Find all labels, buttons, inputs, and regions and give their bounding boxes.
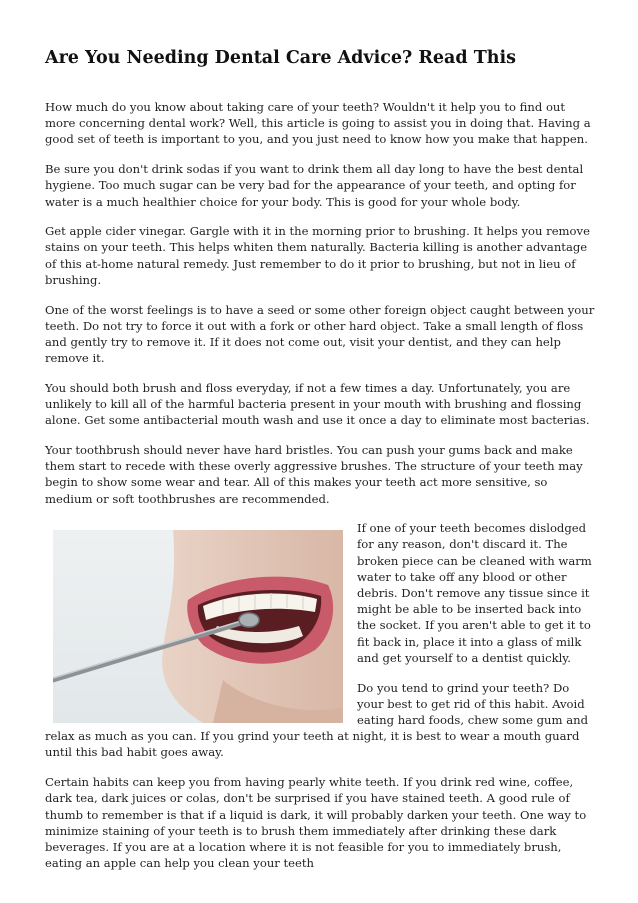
smiling-mouth-with-dental-mirror-illustration	[53, 530, 343, 723]
paragraph: How much do you know about taking care of your teeth? Wouldn't it help you to find out more concerning dental work? Well, this article is going to assist you in doing that. Having a good set of teeth is important to you, and you just need to know how you make that happen.	[45, 100, 591, 147]
paragraph: You should both brush and floss everyday, if not a few times a day. Unfortunately, you are unlikely to kill all of the harmful bacteria present in your mouth with brushing and flossing alone. Get some antibacterial mouth wash and use it once a day to eliminate most bacterias.	[45, 380, 590, 428]
paragraph: Your toothbrush should never have hard bristles. You can push your gums back and make them start to recede with these overly aggressive brushes. The structure of your teeth may begin to show some wear and tear. All of this makes your teeth act more sensitive, so medium or soft toothbrushes are recommended.	[45, 442, 583, 506]
paragraph: Do you tend to grind your teeth? Do your best to get rid of this habit. Avoid eating hard foods, chew some gum and relax as much as you can. If you grind your teeth at night, it is best to wear a mouth guard until this bad habit goes away.	[45, 680, 589, 760]
article-title: Are You Needing Dental Care Advice? Read This	[45, 48, 516, 68]
article-body	[45, 99, 595, 885]
paragraph: Be sure you don't drink sodas if you want to drink them all day long to have the best dental hygiene. Too much sugar can be very bad for the appearance of your teeth, and opting for water is a much healthier choice for your body. This is good for your whole body.	[45, 162, 584, 209]
paragraph: If one of your teeth becomes dislodged for any reason, don't discard it. The broken piece can be cleaned with warm water to take off any blood or other debris. Don't remove any tissue since it might be able to be inserted back into the socket. If you aren't able to get it to fit back in, place it into a glass of milk and get yourself to a dentist quickly.	[357, 521, 592, 665]
paragraph: One of the worst feelings is to have a seed or some other foreign object caught between your teeth. Do not try to force it out with a fork or other hard object. Take a small length of floss and gently try to remove it. If it does not come out, visit your dentist, and they can help remove it.	[45, 302, 595, 366]
dental-photo	[53, 530, 343, 723]
paragraph: Get apple cider vinegar. Gargle with it in the morning prior to brushing. It helps you remove stains on your teeth. This helps whiten them naturally. Bacteria killing is another advantage of this at-home natural remedy. Just remember to do it prior to brushing, but not in lieu of brushing.	[45, 224, 590, 287]
paragraph: Certain habits can keep you from having pearly white teeth. If you drink red wine, coffee, dark tea, dark juices or colas, don't be surprised if you have stained teeth. A good rule of thumb to remember is that if a liquid is dark, it will probably darken your teeth. One way to minimize staining of your teeth is to brush them immediately after drinking these dark beverages. If you are at a location where it is not feasible for you to immediately brush, eating an apple can help you clean your teeth	[45, 775, 587, 871]
